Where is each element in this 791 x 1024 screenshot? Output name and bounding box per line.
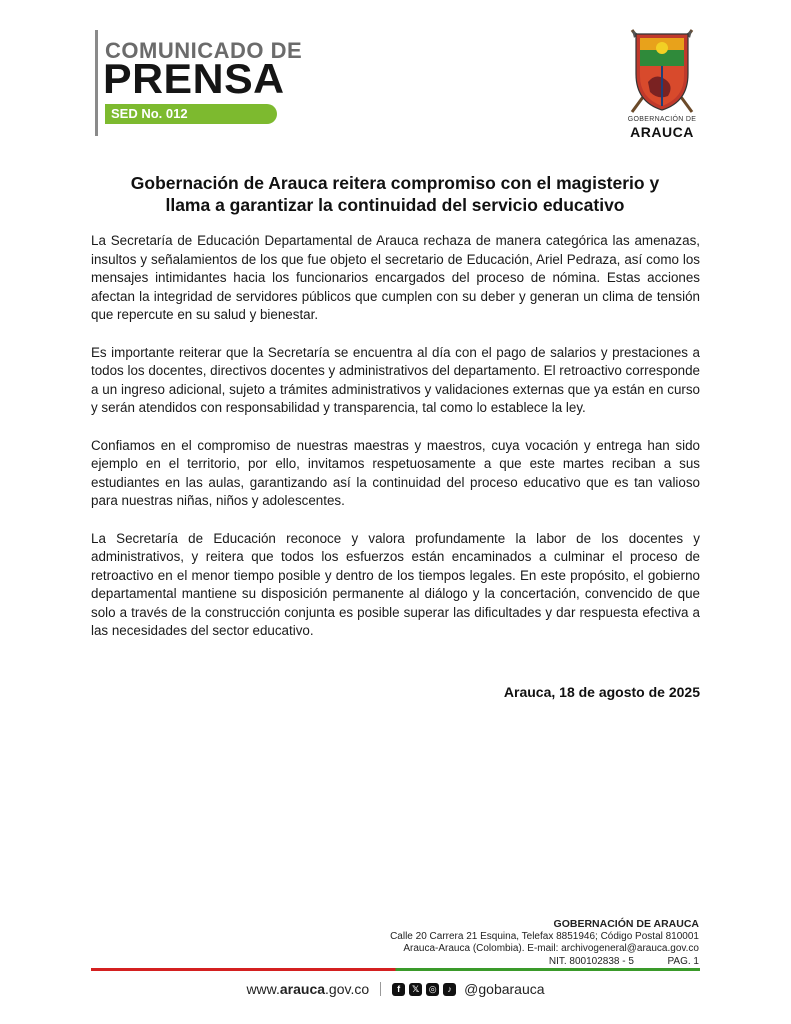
footer-page: PAG. 1 <box>667 955 699 967</box>
social-handle[interactable]: @gobarauca <box>464 981 545 997</box>
paragraph-3: Confiamos en el compromiso de nuestras maestras y maestros, cuya vocación y entrega han sido ejemplo en el territorio, por ello, invitamos respetuosamente a que este martes reciban a sus estudiantes en las aulas, garantizando así la continuidad del proceso educativo que es tan valioso para nuestras niñas, niños y adolescentes. <box>91 437 700 509</box>
paragraph-2: Es importante reiterar que la Secretaría se encuentra al día con el pago de salarios y prestaciones a todos los docentes, directivos docentes y administrativos del departamento. El retroactivo corresponde a un ingreso adicional, sujeto a trámites administrativos y validaciones externas que ya están en curso y serán atendidos con responsabilidad y transparencia, tal como lo establece la ley. <box>91 344 700 416</box>
document-body <box>91 232 700 660</box>
badge-line2: PRENSA <box>103 55 285 102</box>
footer-social-bar <box>0 978 791 1000</box>
footer-nit: NIT. 800102838 - 5 <box>548 955 634 967</box>
title-line1: Gobernación de Arauca reitera compromiso con el magisterio y <box>130 173 660 193</box>
crest-org-small: GOBERNACIÓN DE <box>627 116 697 123</box>
crest-org-big: ARAUCA <box>630 124 694 140</box>
footer-nit-row <box>279 956 699 969</box>
footer-divider <box>91 968 700 971</box>
paragraph-4: La Secretaría de Educación reconoce y valora profundamente la labor de los docentes y administrativos, y reitera que todos los esfuerzos están encaminados a culminar el proceso de retroactivo en el menor tiempo posible y dentro de los tiempos legales. En este propósito, el gobierno departamental mantiene su disposición permanente al diálogo y la concertación, convencido de que solo a través de la construcción conjunta es posible superar las dificultades y dar respuesta efectiva a las necesidades del sector educativo. <box>91 530 700 639</box>
dateline: Arauca, 18 de agosto de 2025 <box>503 684 700 700</box>
footer-address: Calle 20 Carrera 21 Esquina, Telefax 8851946; Código Postal 810001 <box>390 930 699 942</box>
tiktok-icon[interactable]: ♪ <box>443 983 456 996</box>
paragraph-1: La Secretaría de Educación Departamental de Arauca rechaza de manera categórica las amenazas, insultos y señalamientos de los que fue objeto el secretario de Educación, Ariel Pedraza, así como los mensajes intimidantes hacia los funcionarios encargados del proceso de nómina. Estas acciones afectan la integridad de servidores públicos que cumplen con su deber y generan un clima de tensión que repercute en su salud y bienestar. <box>91 233 700 323</box>
coat-of-arms-icon <box>622 26 702 116</box>
footer-contact: Arauca-Arauca (Colombia). E-mail: archivogeneral@arauca.gov.co <box>403 943 699 954</box>
x-icon[interactable]: 𝕏 <box>409 983 422 996</box>
badge-code-wrap <box>95 6 295 121</box>
title-line2: llama a garantizar la continuidad del servicio educativo <box>165 195 625 215</box>
document-title <box>90 172 700 216</box>
website-link[interactable]: www.arauca.gov.co <box>246 981 370 997</box>
social-separator <box>380 982 381 996</box>
footer-org: GOBERNACIÓN DE ARAUCA <box>553 918 699 930</box>
footer-contact-block <box>279 918 699 968</box>
instagram-icon[interactable]: ◎ <box>426 983 439 996</box>
badge-line1: COMUNICADO DE <box>105 38 303 63</box>
facebook-icon[interactable]: f <box>392 983 405 996</box>
arauca-crest-logo <box>622 26 702 138</box>
badge-code: SED No. 012 <box>105 104 277 124</box>
